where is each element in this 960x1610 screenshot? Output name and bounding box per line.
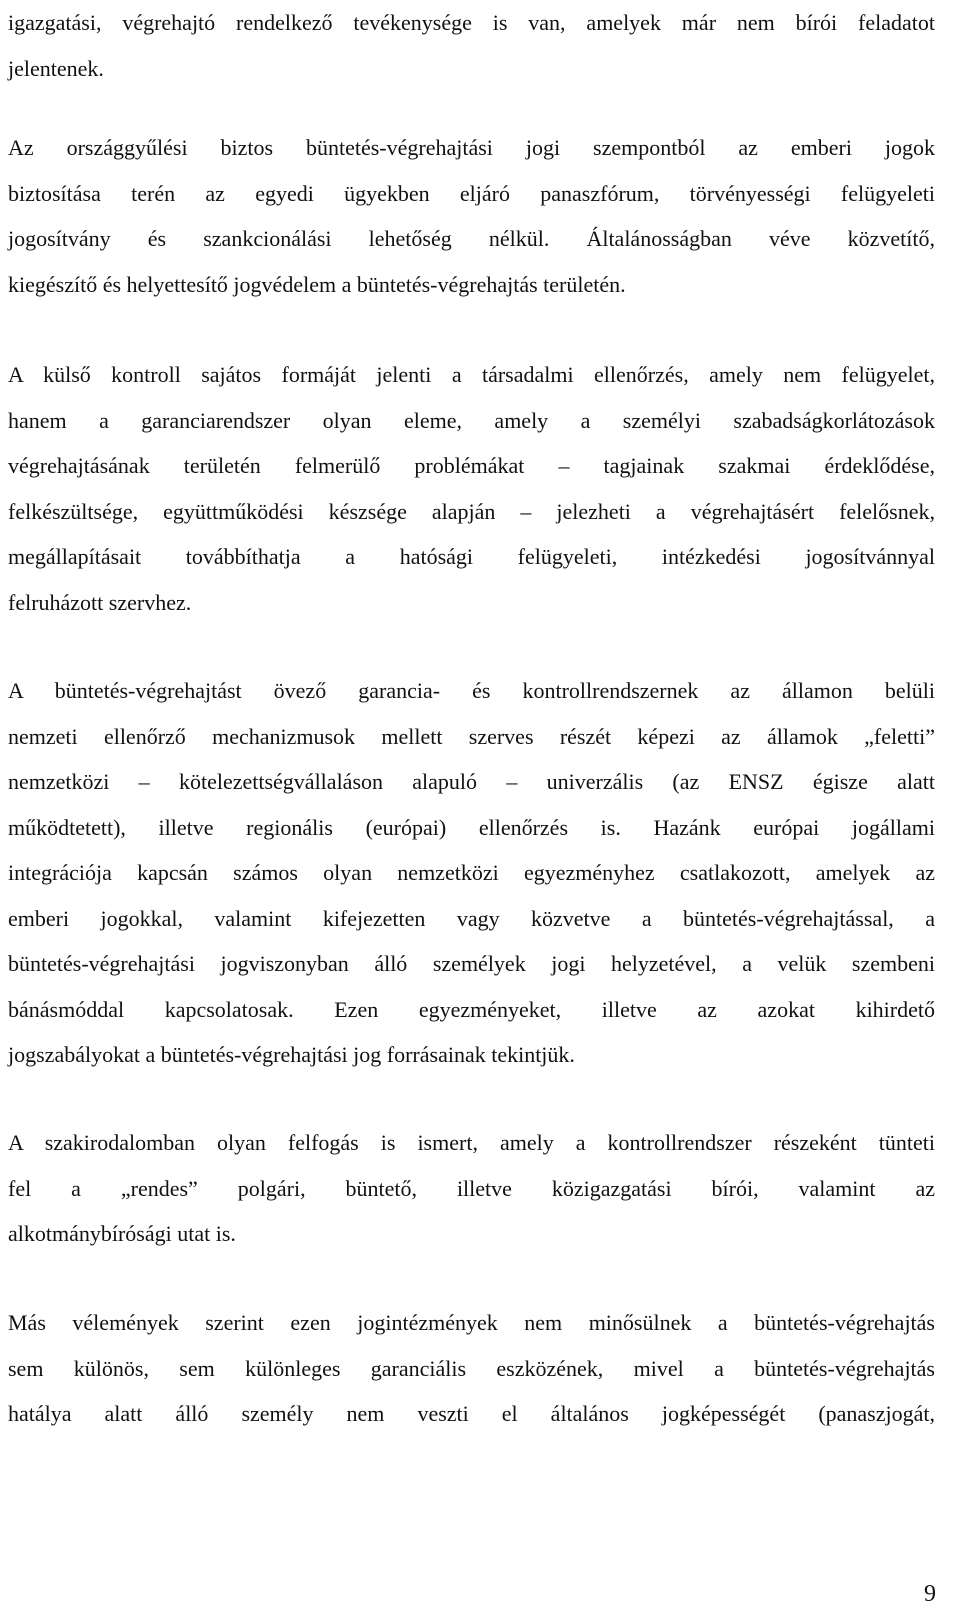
- text-line: biztosítása terén az egyedi ügyekben eljáró panaszfórum, törvényességi felügyeleti: [8, 180, 935, 206]
- text-line: jelentenek.: [8, 55, 104, 81]
- text-line: felkészültsége, együttműködési készsége alapján – jelezheti a végrehajtásért felelősnek,: [8, 498, 935, 524]
- text-line: hanem a garanciarendszer olyan eleme, amely a személyi szabadságkorlátozások: [8, 407, 935, 433]
- text-line: kiegészítő és helyettesítő jogvédelem a büntetés-végrehajtás területén.: [8, 271, 626, 297]
- text-line: működtetett), illetve regionális (európai) ellenőrzés is. Hazánk európai jogállami: [8, 814, 935, 840]
- text-line: felruházott szervhez.: [8, 589, 192, 615]
- text-line: A külső kontroll sajátos formáját jelenti a társadalmi ellenőrzés, amely nem felügyelet,: [8, 362, 935, 387]
- text-line: integrációja kapcsán számos olyan nemzetközi egyezményhez csatlakozott, amelyek az: [8, 860, 935, 885]
- text-line: büntetés-végrehajtási jogviszonyban álló személyek jogi helyzetével, a velük szembeni: [8, 951, 935, 976]
- paragraph: [8, 668, 935, 1078]
- text-line: jogszabályokat a büntetés-végrehajtási jog forrásainak tekintjük.: [8, 1042, 575, 1067]
- paragraph: [8, 1300, 935, 1437]
- text-line: Más vélemények szerint ezen jogintézmények nem minősülnek a büntetés-végrehajtás: [8, 1310, 935, 1335]
- text-line: végrehajtásának területén felmerülő problémákat – tagjainak szakmai érdeklődése,: [8, 453, 935, 478]
- text-line: emberi jogokkal, valamint kifejezetten vagy közvetve a büntetés-végrehajtással, a: [8, 905, 935, 931]
- text-line: nemzetközi – kötelezettségvállaláson alapuló – univerzális (az ENSZ égisze alatt: [8, 769, 935, 794]
- text-line: hatálya alatt álló személy nem veszti el általános jogképességét (panaszjogát,: [8, 1401, 935, 1426]
- paragraph: [8, 0, 935, 91]
- text-line: Az országgyűlési biztos büntetés-végrehajtási jogi szempontból az emberi jogok: [8, 135, 935, 160]
- text-line: megállapításait továbbíthatja a hatósági felügyeleti, intézkedési jogosítvánnyal: [8, 544, 935, 569]
- text-line: A büntetés-végrehajtást övező garancia- és kontrollrendszernek az államon belüli: [8, 678, 935, 703]
- page-number: 9: [924, 1581, 936, 1607]
- text-line: igazgatási, végrehajtó rendelkező tevékenysége is van, amelyek már nem bírói feladatot: [8, 10, 935, 35]
- text-line: fel a „rendes” polgári, büntető, illetve közigazgatási bírói, valamint az: [8, 1175, 935, 1201]
- text-line: A szakirodalomban olyan felfogás is ismert, amely a kontrollrendszer részeként tünteti: [8, 1130, 935, 1155]
- paragraph: [8, 352, 935, 625]
- text-line: bánásmóddal kapcsolatosak. Ezen egyezményeket, illetve az azokat kihirdető: [8, 996, 935, 1022]
- text-line: nemzeti ellenőrző mechanizmusok mellett szerves részét képezi az államok „feletti”: [8, 723, 935, 749]
- text-line: sem különös, sem különleges garanciális eszközének, mivel a büntetés-végrehajtás: [8, 1355, 935, 1381]
- text-line: jogosítvány és szankcionálási lehetőség nélkül. Általánosságban véve közvetítő,: [8, 226, 935, 251]
- paragraph: [8, 125, 935, 307]
- text-line: alkotmánybírósági utat is.: [8, 1221, 236, 1246]
- paragraph: [8, 1120, 935, 1257]
